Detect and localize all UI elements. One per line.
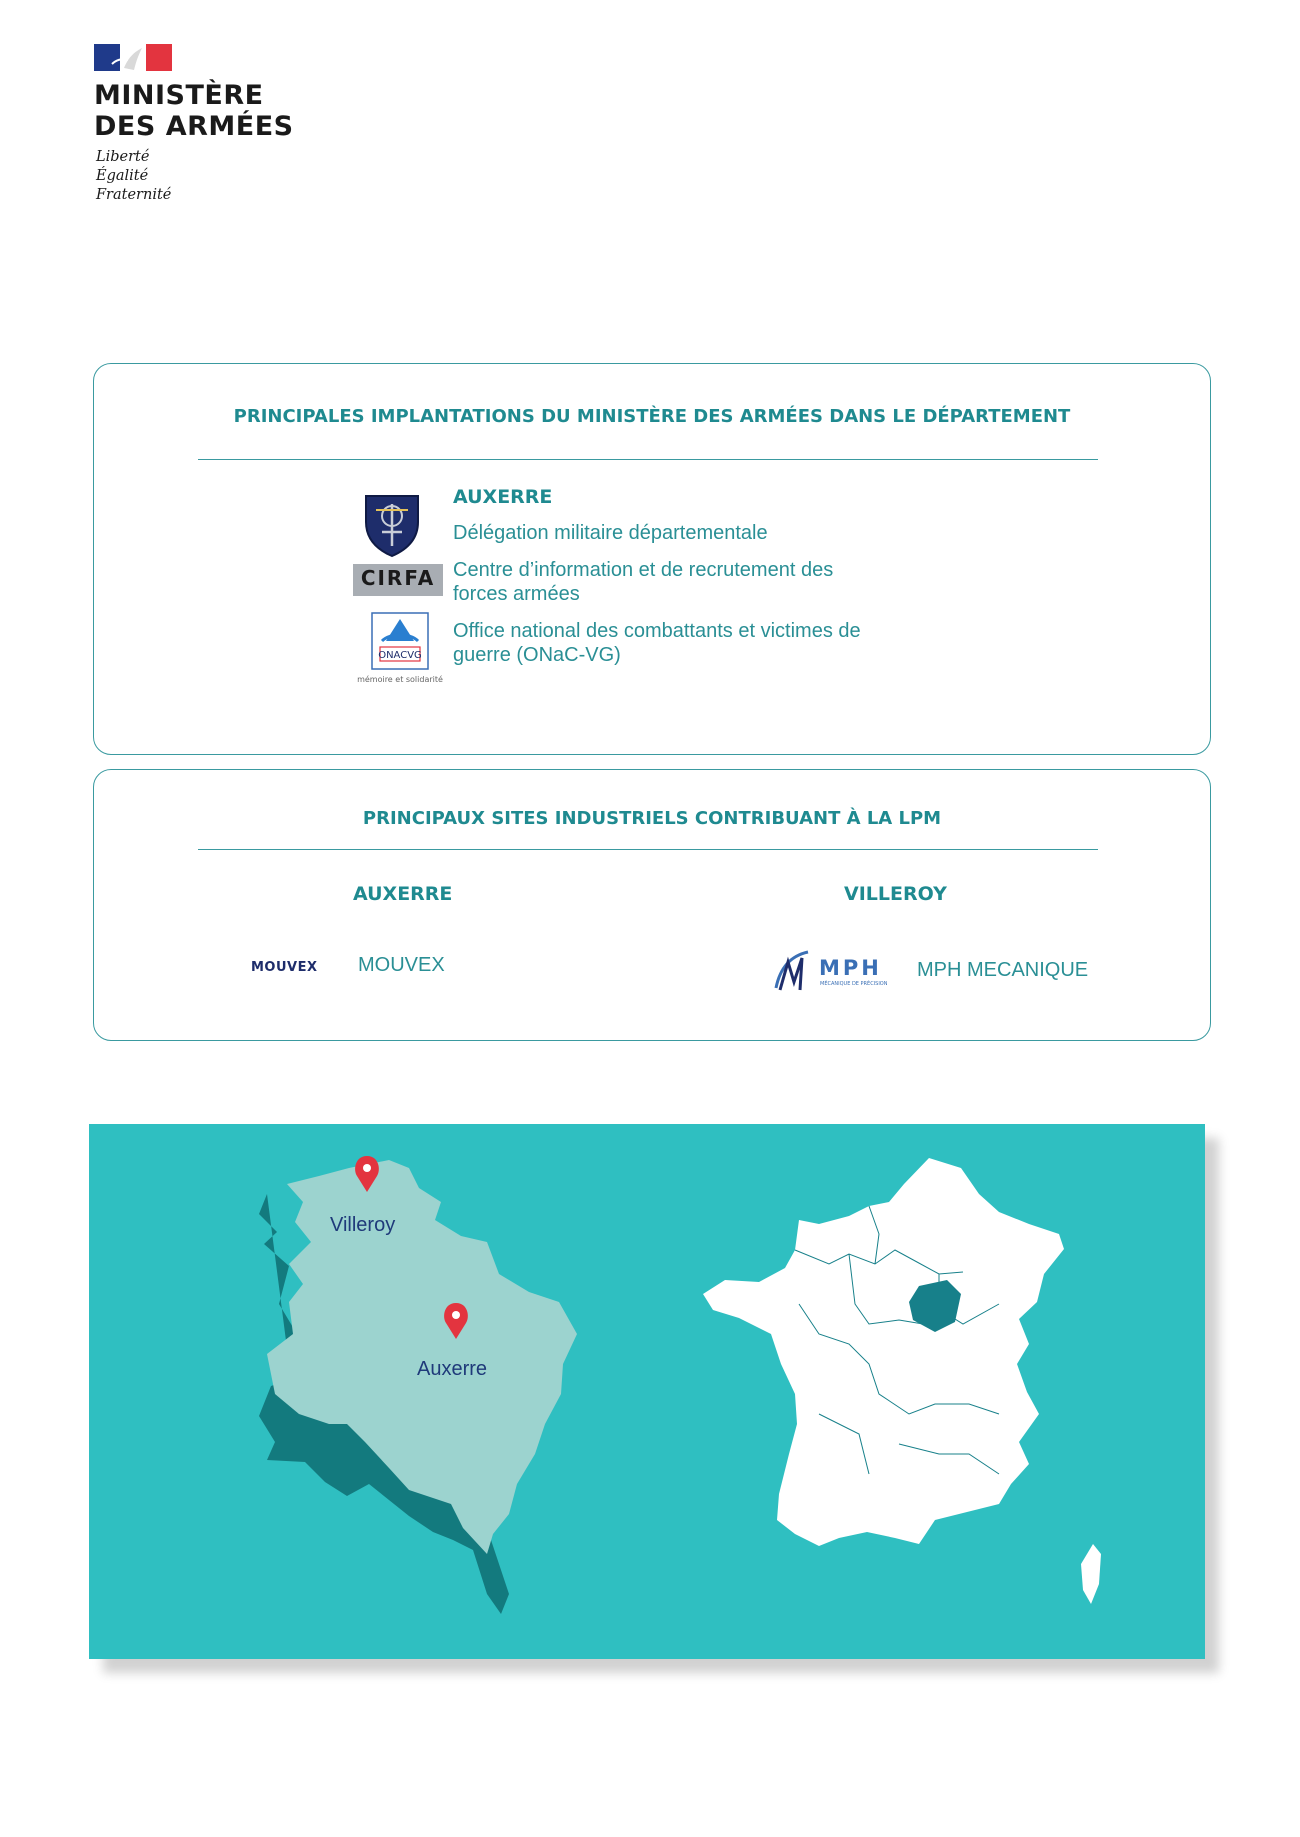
- ministry-name-line2: DES ARMÉES: [94, 111, 294, 142]
- military-delegation-emblem-icon: [362, 492, 422, 558]
- france-map: [699, 1154, 1149, 1634]
- implantation-city: AUXERRE: [453, 486, 553, 508]
- mph-swoosh-icon: [770, 948, 814, 994]
- site-city-villeroy: VILLEROY: [844, 883, 947, 905]
- mouvex-logo: MOUVEX: [251, 960, 318, 975]
- corsica-shape: [1081, 1544, 1101, 1604]
- implantations-divider: [198, 459, 1098, 460]
- industrial-sites-panel: [93, 769, 1211, 1041]
- industrial-sites-title: PRINCIPAUX SITES INDUSTRIELS CONTRIBUANT À LA LPM: [362, 808, 942, 829]
- map-panel: [89, 1124, 1205, 1659]
- onacvg-logo-text: ONACVG: [378, 650, 422, 661]
- marianne-flag-icon: [94, 44, 172, 71]
- site-city-auxerre: AUXERRE: [353, 883, 453, 905]
- france-mainland-shape: [703, 1158, 1064, 1546]
- onacvg-emblem-icon: [366, 611, 434, 675]
- industrial-sites-divider: [198, 849, 1098, 850]
- site-name-mph: MPH MECANIQUE: [917, 959, 1089, 981]
- mph-logo-subtitle: MÉCANIQUE DE PRÉCISION: [820, 981, 888, 987]
- motto-fraternite: Fraternité: [96, 187, 172, 203]
- implantation-entry-cirfa: Centre d’information et de recrutement des forces armées: [453, 559, 834, 605]
- map-label-villeroy: Villeroy: [330, 1214, 396, 1236]
- site-name-mouvex: MOUVEX: [358, 954, 445, 976]
- onacvg-logo: [352, 611, 448, 691]
- implantation-entry-onacvg: Office national des combattants et victimes de guerre (ONaC-VG): [453, 620, 861, 666]
- implantations-title: PRINCIPALES IMPLANTATIONS DU MINISTÈRE DES ARMÉES DANS LE DÉPARTEMENT: [233, 406, 1071, 427]
- mph-logo: MPH: [819, 956, 882, 980]
- map-label-auxerre: Auxerre: [417, 1358, 488, 1380]
- republic-motto: [96, 148, 216, 205]
- ministry-name-line1: MINISTÈRE: [94, 80, 264, 111]
- implantation-entry-dmd: Délégation militaire départementale: [453, 522, 768, 544]
- cirfa-logo: CIRFA: [353, 564, 443, 596]
- onacvg-tagline: mémoire et solidarité: [357, 675, 443, 684]
- implantations-panel: [93, 363, 1211, 755]
- motto-liberte: Liberté: [96, 149, 150, 165]
- ministry-name: [94, 80, 314, 142]
- motto-egalite: Égalité: [96, 168, 149, 184]
